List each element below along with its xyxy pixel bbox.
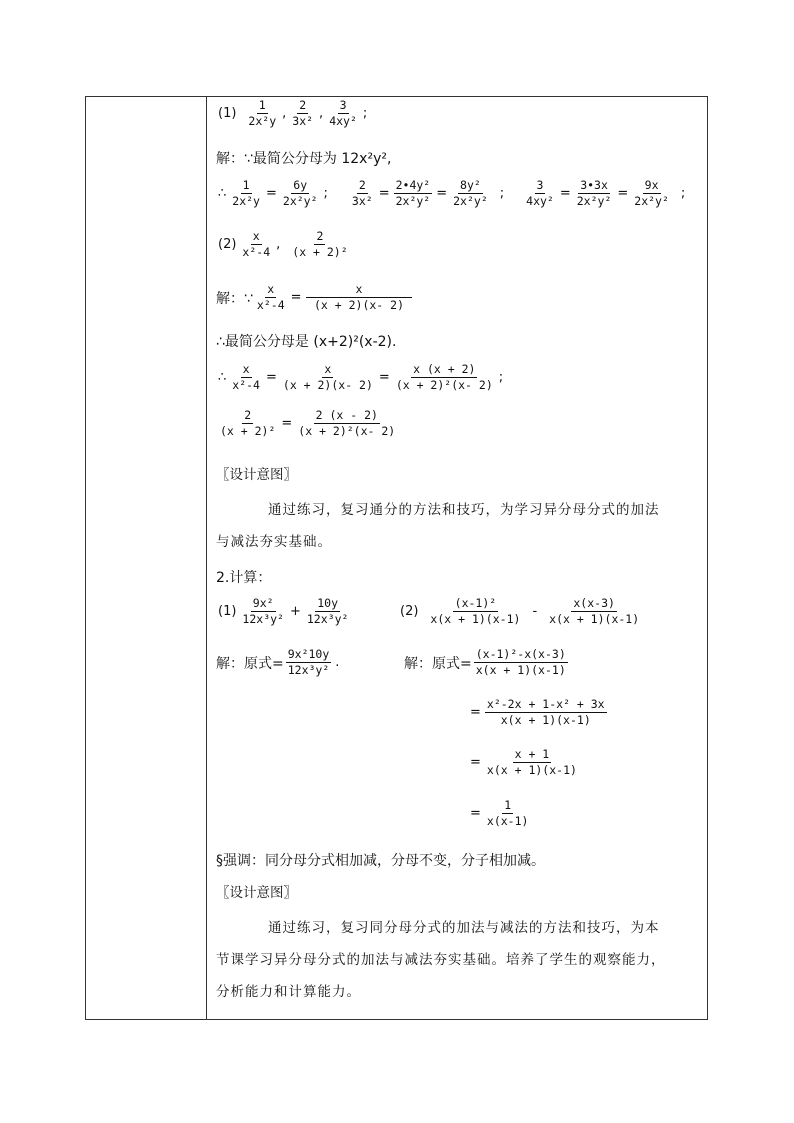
fraction: $\frac{x}{\text{x²-4}}$ xyxy=(242,229,271,259)
fraction: $\frac{2}{\text{3x²}}$ xyxy=(351,178,373,208)
semicolon: ; xyxy=(498,370,504,385)
semicolon: ; xyxy=(680,186,686,201)
equals: = xyxy=(470,755,481,770)
solution-prefix: 解：原式= xyxy=(404,655,472,672)
equals: = xyxy=(265,370,277,385)
label: (2) xyxy=(218,237,237,252)
ex2-problem-1 xyxy=(216,596,352,627)
fraction: $\frac{3}{\text{4xy²}}$ xyxy=(329,98,357,128)
ex2-solution-2-step-1 xyxy=(404,647,570,678)
fraction: $\frac{\text{9x²}}{\text{12x³y²}}$ xyxy=(242,596,284,626)
equals: = xyxy=(378,370,390,385)
design-intent-line: 通过练习，复习同分母分式的加法与减法的方法和技巧，为本 xyxy=(268,920,660,936)
semicolon: ; xyxy=(323,186,328,201)
ex2-title: 2.计算： xyxy=(216,570,272,586)
equals: = xyxy=(559,186,571,201)
fraction: $\frac{6y}{\text{2x²y²}}$ xyxy=(282,178,318,208)
equals: = xyxy=(378,186,390,201)
therefore-symbol: ∴ xyxy=(218,186,227,201)
fraction: $\frac{10y}{\text{12x³y²}}$ xyxy=(306,596,349,626)
equals: = xyxy=(290,290,302,305)
equals: = xyxy=(617,186,629,201)
design-intent-heading-2: 〖设计意图〗 xyxy=(216,885,297,901)
equals: = xyxy=(265,186,277,201)
fraction: $\frac{9x}{\text{2x²y²}}$ xyxy=(634,178,669,208)
fraction: $\frac{2}{\text{(x + 2)²}}$ xyxy=(292,229,348,259)
fraction: $\frac{2}{\text{(x + 2)²}}$ xyxy=(220,408,276,438)
fraction: $\frac{\text{9x²10y}}{\text{12x³y²}}$ xyxy=(287,647,330,677)
minus: - xyxy=(532,604,538,619)
period: . xyxy=(335,655,340,670)
fraction: $\frac{x(x-3)}{x(x + 1)(x-1)}$ xyxy=(549,596,640,626)
ex1-part2-conversion-b xyxy=(216,408,399,439)
therefore-symbol: ∴ xyxy=(218,370,227,385)
ex1-part2-factor xyxy=(216,282,414,313)
lesson-table xyxy=(85,96,708,1020)
fraction: $\frac{3}{\text{4xy²}}$ xyxy=(526,178,554,208)
ex1-part1-conversions xyxy=(216,178,687,209)
comma: , xyxy=(319,106,324,121)
equals: = xyxy=(470,705,481,720)
semicolon: ; xyxy=(362,106,368,121)
fraction: $\frac{x}{(x + 2)(x- 2)}$ xyxy=(282,362,373,392)
fraction: $\frac{\text{(x-1)²-x(x-3)}}{x(x + 1)(x-1)}$ xyxy=(475,647,566,677)
label: (1) xyxy=(218,604,237,619)
column-divider xyxy=(206,96,207,1020)
label: (1) xyxy=(218,106,237,121)
fraction: $\frac{\text{x²-2x + 1-x² + 3x}}{x(x + 1)(x-1)}$ xyxy=(486,697,605,727)
fraction: $\frac{x (x + 2)}{\text{(x + 2)²(x- 2)}}$ xyxy=(395,362,493,392)
equals: = xyxy=(281,416,293,431)
comma: , xyxy=(282,106,287,121)
fraction: $\frac{x + 1}{x(x + 1)(x-1)}$ xyxy=(486,747,577,777)
fraction: $\frac{x}{(x + 2)(x- 2)}$ xyxy=(306,282,413,313)
fraction: $\frac{\text{8y²}}{\text{2x²y²}}$ xyxy=(453,178,488,208)
equals: = xyxy=(470,806,481,821)
ex2-problem-2 xyxy=(398,596,643,627)
ex2-solution-2-step-2 xyxy=(468,697,609,728)
comma: , xyxy=(276,237,281,252)
fraction: $\frac{x}{\text{x²-4}}$ xyxy=(256,282,285,312)
ex1-part2-conversion-a xyxy=(216,362,505,393)
design-intent-heading-1: 〖设计意图〗 xyxy=(216,467,297,483)
emphasis-note: §强调：同分母分式相加减，分母不变，分子相加减。 xyxy=(216,853,545,869)
fraction: $\frac{2}{\text{3x²}}$ xyxy=(292,98,314,128)
solution-prefix: 解：∵ xyxy=(216,290,253,307)
design-intent-line: 节课学习异分母分式的加法与减法夯实基础。培养了学生的观察能力， xyxy=(216,952,666,968)
plus: + xyxy=(289,604,301,619)
design-intent-line: 分析能力和计算能力。 xyxy=(216,984,361,1000)
fraction: $\frac{\text{(x-1)²}}{x(x + 1)(x-1)}$ xyxy=(430,596,521,626)
solution-prefix: 解：原式= xyxy=(216,655,284,672)
semicolon: ; xyxy=(499,186,505,201)
fraction: $\frac{1}{\text{2x²y}}$ xyxy=(248,98,277,128)
ex2-solution-2-step-3 xyxy=(468,747,581,778)
fraction: $\frac{1}{\text{2x²y}}$ xyxy=(232,178,260,208)
design-intent-text-1 xyxy=(216,494,704,558)
ex2-solution-2-step-4 xyxy=(468,798,532,829)
design-intent-line: 通过练习，复习通分的方法和技巧，为学习异分母分式的加法 xyxy=(268,502,660,518)
fraction: $\frac{2 (x - 2)}{\text{(x + 2)²(x- 2)}}$ xyxy=(298,408,396,438)
fraction: $\frac{3•3x}{\text{2x²y²}}$ xyxy=(576,178,612,208)
ex1-part2-problem xyxy=(216,229,352,260)
design-intent-text-2 xyxy=(216,912,704,1008)
fraction: $\frac{1}{x(x-1)}$ xyxy=(486,798,529,828)
ex1-part1-problem xyxy=(216,98,369,129)
ex1-part1-solution-text: 解：∵最简公分母为 12x²y², xyxy=(216,151,392,167)
fraction: $\frac{\text{2•4y²}}{\text{2x²y²}}$ xyxy=(395,178,431,208)
ex1-part2-lcd: ∴最简公分母是 (x+2)²(x-2). xyxy=(216,334,397,350)
design-intent-line: 与减法夯实基础。 xyxy=(216,534,332,550)
label: (2) xyxy=(400,604,419,619)
ex2-solution-1 xyxy=(216,647,341,678)
equals: = xyxy=(436,186,448,201)
fraction: $\frac{x}{\text{x²-4}}$ xyxy=(232,362,260,392)
